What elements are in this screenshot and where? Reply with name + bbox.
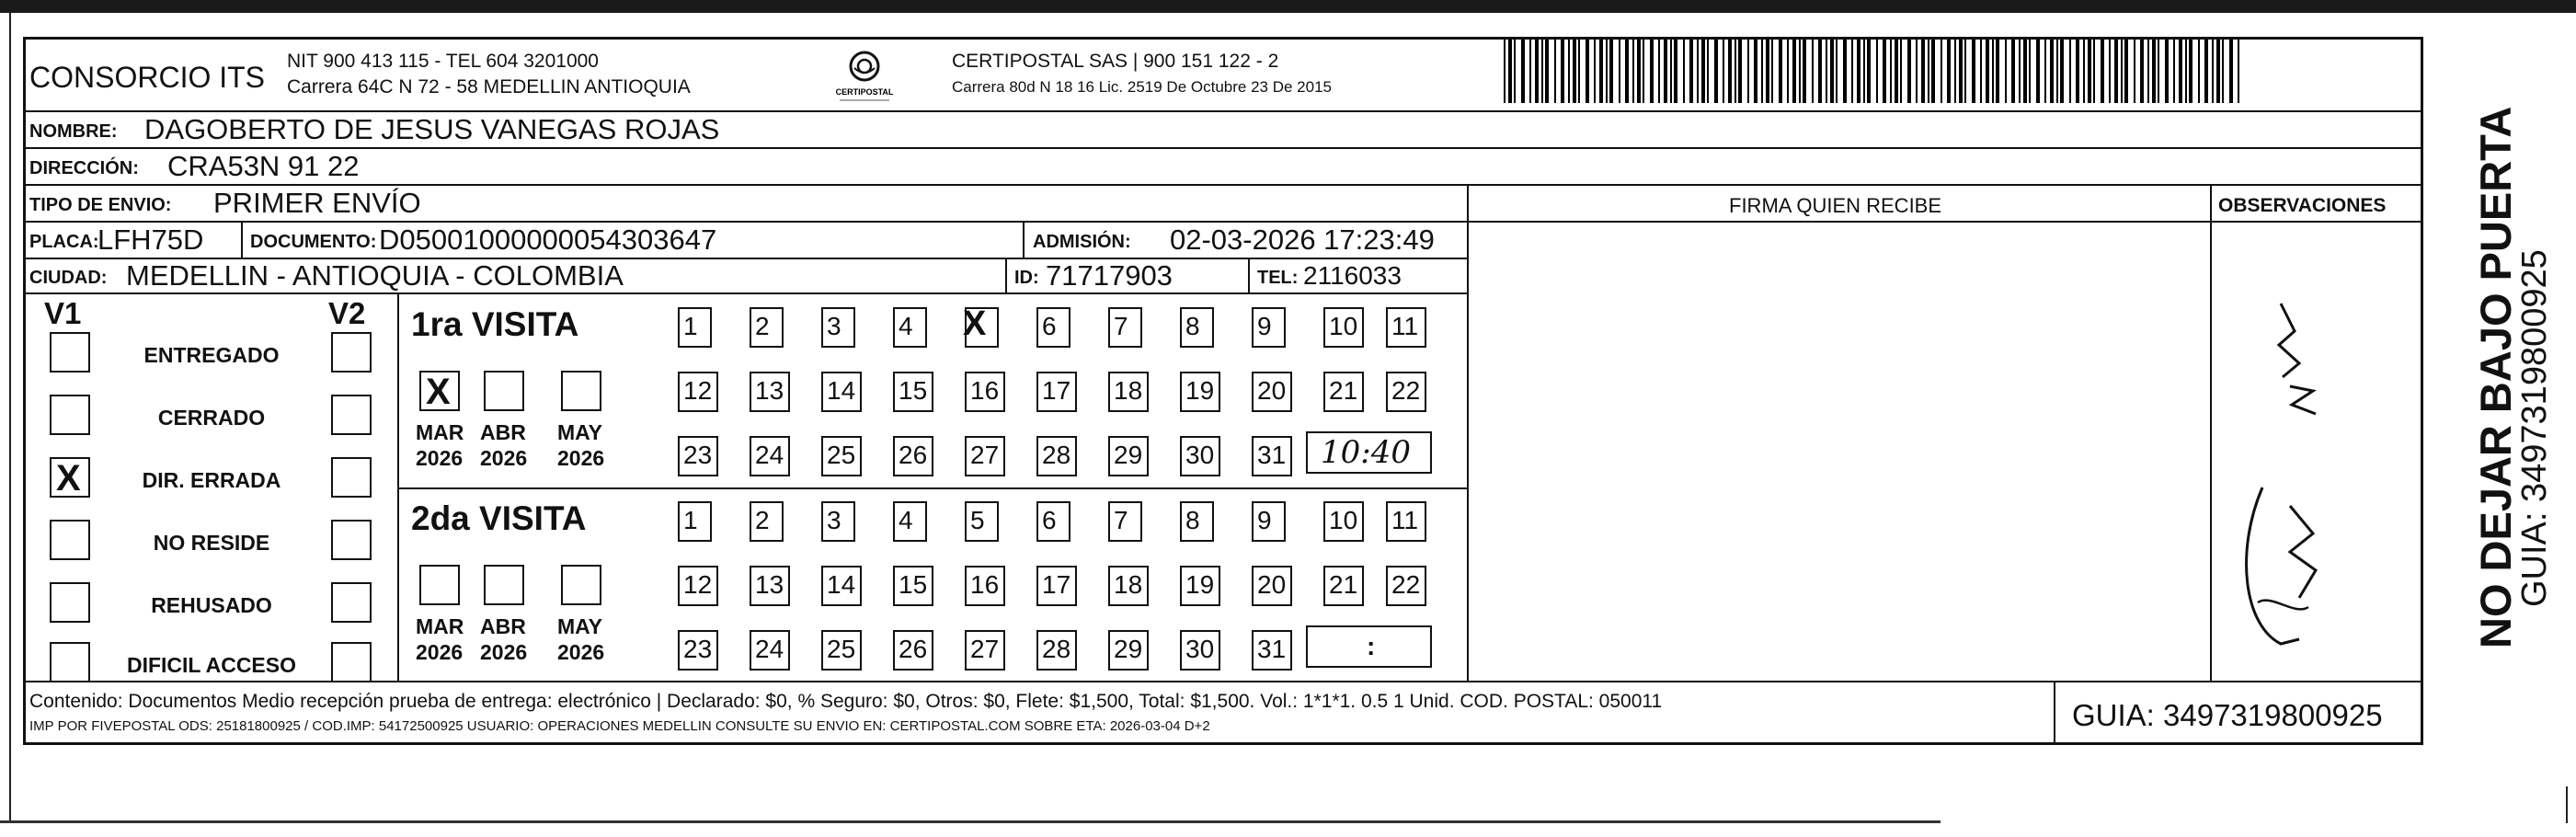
day-box[interactable]: [1180, 566, 1220, 606]
day-box[interactable]: [1386, 372, 1426, 412]
day-box[interactable]: [1386, 566, 1426, 606]
divider: [1248, 258, 1250, 292]
day-box[interactable]: [1108, 566, 1149, 606]
day-number: 4: [899, 312, 913, 340]
footer-divider: [23, 681, 2423, 682]
tel-label: TEL:: [1257, 268, 1299, 288]
day-box[interactable]: [1036, 436, 1077, 476]
day-box[interactable]: [678, 630, 718, 671]
month-label: MAY: [557, 420, 602, 444]
day-number: 28: [1042, 441, 1071, 469]
day-number: 28: [1042, 635, 1071, 663]
day-number: 25: [827, 441, 856, 469]
scan-left-edge: [9, 13, 11, 822]
day-box[interactable]: [750, 501, 784, 542]
placa-value: LFH75D: [97, 224, 204, 256]
divider: [241, 221, 243, 258]
day-box[interactable]: [750, 436, 790, 476]
day-number: 23: [683, 441, 713, 469]
id-value: 71717903: [1046, 259, 1173, 292]
day-box[interactable]: [821, 307, 855, 348]
day-number: 21: [1329, 376, 1358, 405]
day-box[interactable]: [1036, 501, 1070, 542]
day-number: 30: [1185, 441, 1215, 469]
day-box[interactable]: [678, 501, 712, 542]
scan-top-edge: [0, 0, 2576, 13]
divider: [23, 292, 1467, 294]
day-box[interactable]: [1252, 630, 1292, 671]
divider: [2054, 681, 2055, 745]
day-box[interactable]: [1036, 372, 1077, 412]
scan-right-mark: [2566, 786, 2568, 823]
divider: [23, 147, 2423, 149]
day-box[interactable]: [750, 307, 784, 348]
divider: [1023, 221, 1025, 258]
day-box[interactable]: [1323, 501, 1364, 542]
documento-label: DOCUMENTO:: [250, 232, 377, 252]
ciudad-value: MEDELLIN - ANTIOQUIA - COLOMBIA: [126, 259, 624, 292]
day-box[interactable]: [1180, 630, 1220, 671]
day-box[interactable]: [1108, 307, 1142, 348]
day-number: 11: [1391, 506, 1419, 534]
v2-checkbox[interactable]: [331, 520, 372, 560]
day-number: 1: [683, 312, 698, 340]
day-number: 7: [1114, 506, 1128, 534]
year-label: 2026: [557, 446, 605, 470]
day-box[interactable]: [750, 630, 790, 671]
company-name: CONSORCIO ITS: [29, 61, 266, 94]
day-box[interactable]: [1252, 307, 1286, 348]
day-number: 19: [1185, 376, 1215, 405]
day-box[interactable]: [965, 630, 1005, 671]
issuer-name: CERTIPOSTAL SAS | 900 151 122 - 2: [952, 51, 1279, 72]
day-box[interactable]: [1252, 436, 1292, 476]
day-number: 31: [1257, 635, 1287, 663]
day-number: 21: [1329, 570, 1358, 599]
tipo-envio-label: TIPO DE ENVIO:: [29, 195, 172, 215]
day-box[interactable]: [893, 372, 933, 412]
v2-checkbox[interactable]: [331, 642, 372, 682]
divider: [397, 292, 399, 681]
day-number: 16: [970, 376, 1000, 405]
day-number: 29: [1114, 441, 1143, 469]
day-number: 14: [827, 376, 856, 405]
side-guia: GUIA: 3497319800925: [2515, 249, 2554, 607]
second-visit-time-value: :: [1367, 632, 1376, 660]
month-label: ABR: [480, 614, 526, 638]
v2-header: V2: [328, 296, 366, 330]
day-box[interactable]: [1036, 307, 1070, 348]
month-label: MAY: [557, 614, 602, 638]
day-number: 24: [755, 441, 784, 469]
day-number: 6: [1042, 506, 1057, 534]
day-box[interactable]: [678, 566, 718, 606]
v1-checkbox[interactable]: [50, 582, 90, 623]
day-number: 20: [1257, 570, 1287, 599]
second-visit-time-box: [1306, 625, 1432, 668]
day-number: 22: [1391, 376, 1421, 405]
day-number: 26: [899, 441, 928, 469]
day-box[interactable]: [965, 436, 1005, 476]
divider: [23, 184, 2423, 186]
divider: [23, 221, 2423, 223]
year-label: 2026: [480, 446, 528, 470]
placa-label: PLACA:: [29, 232, 99, 252]
day-box[interactable]: [678, 372, 718, 412]
v2-checkbox[interactable]: [331, 332, 372, 373]
day-box[interactable]: [821, 501, 855, 542]
month-checkbox[interactable]: [561, 371, 601, 411]
year-label: 2026: [557, 640, 605, 664]
day-number: 24: [755, 635, 784, 663]
day-number: 5: [970, 506, 985, 534]
v1-header: V1: [44, 296, 82, 330]
day-box[interactable]: [893, 307, 927, 348]
divider: [2210, 184, 2212, 681]
company-nit: NIT 900 413 115 - TEL 604 3201000: [287, 51, 599, 72]
day-number: 13: [755, 376, 784, 405]
status-label: ENTREGADO: [143, 343, 280, 367]
day-box[interactable]: [1108, 372, 1149, 412]
day-number: 19: [1185, 570, 1215, 599]
day-box[interactable]: [1323, 372, 1364, 412]
month-checkbox[interactable]: [419, 371, 460, 411]
visit-divider: [397, 487, 1467, 489]
imp-text: IMP POR FIVEPOSTAL ODS: 25181800925 / COD.IMP: 54172500925 USUARIO: OPERACIONES MEDELLIN CONSULTE SU ENVIO EN: CERTIPOSTAL.COM SOBRE ETA: 2026-03-04 D+2: [29, 718, 1210, 734]
nombre-label: NOMBRE:: [29, 121, 118, 142]
day-number: 3: [827, 312, 841, 340]
status-label: NO RESIDE: [153, 531, 270, 555]
day-number: 20: [1257, 376, 1287, 405]
day-box[interactable]: [1386, 501, 1426, 542]
first-visit-time-value: 10:40: [1321, 434, 1411, 471]
tel-value: 2116033: [1303, 261, 1402, 290]
day-box[interactable]: [1252, 566, 1292, 606]
admision-value: 02-03-2026 17:23:49: [1170, 224, 1435, 256]
day-box[interactable]: [1180, 501, 1214, 542]
day-box[interactable]: [965, 566, 1005, 606]
month-label: MAR: [416, 614, 464, 638]
day-box[interactable]: [821, 372, 862, 412]
day-number: 18: [1114, 376, 1143, 405]
day-number: 1: [683, 506, 698, 534]
day-number: 26: [899, 635, 928, 663]
day-number: 12: [683, 376, 713, 405]
month-checkbox[interactable]: [484, 565, 524, 605]
day-box[interactable]: [893, 501, 927, 542]
day-box[interactable]: [1108, 436, 1149, 476]
day-number: 27: [970, 441, 1000, 469]
day-box[interactable]: [1180, 372, 1220, 412]
month-checkbox[interactable]: [561, 565, 601, 605]
day-box[interactable]: [750, 566, 790, 606]
day-box[interactable]: [1108, 501, 1142, 542]
year-label: 2026: [416, 640, 464, 664]
day-number: 8: [1185, 506, 1200, 534]
day-box[interactable]: [1108, 630, 1149, 671]
first-visit-title: 1ra VISITA: [411, 305, 579, 343]
check-mark: X: [56, 458, 81, 499]
status-label: DIFICIL ACCESO: [126, 653, 296, 677]
day-box[interactable]: [965, 501, 999, 542]
day-number: 13: [755, 570, 784, 599]
day-box[interactable]: [1323, 307, 1364, 348]
day-box[interactable]: [1252, 501, 1286, 542]
day-number: 10: [1329, 312, 1358, 340]
day-number: 10: [1329, 506, 1358, 534]
month-checkbox[interactable]: [419, 565, 460, 605]
day-number: 31: [1257, 441, 1287, 469]
day-box[interactable]: [1386, 307, 1426, 348]
divider: [1467, 184, 1469, 681]
day-number: 2: [755, 312, 770, 340]
v1-checkbox[interactable]: [50, 520, 90, 560]
day-number: 23: [683, 635, 713, 663]
day-number: 16: [970, 570, 1000, 599]
day-number: 9: [1257, 506, 1272, 534]
day-number: 15: [899, 376, 928, 405]
direccion-label: DIRECCIÓN:: [29, 158, 139, 178]
day-box[interactable]: [893, 630, 933, 671]
day-number: 22: [1391, 570, 1421, 599]
day-box[interactable]: [821, 630, 862, 671]
day-number: 15: [899, 570, 928, 599]
day-number: 14: [827, 570, 856, 599]
day-box[interactable]: [1252, 372, 1292, 412]
v2-checkbox[interactable]: [331, 582, 372, 623]
day-box[interactable]: [1036, 566, 1077, 606]
check-mark: X: [426, 372, 451, 412]
day-number: 2: [755, 506, 770, 534]
issuer-address: Carrera 80d N 18 16 Lic. 2519 De Octubre 23 De 2015: [952, 78, 1332, 96]
day-box[interactable]: [678, 436, 718, 476]
tipo-envio-value: PRIMER ENVÍO: [213, 187, 421, 219]
divider: [1005, 258, 1007, 292]
year-label: 2026: [416, 446, 464, 470]
v1-checkbox[interactable]: [50, 395, 90, 435]
day-number: 6: [1042, 312, 1057, 340]
year-label: 2026: [480, 640, 528, 664]
day-box[interactable]: [965, 372, 1005, 412]
check-mark: X: [963, 304, 987, 343]
nombre-value: DAGOBERTO DE JESUS VANEGAS ROJAS: [144, 113, 720, 145]
v2-checkbox[interactable]: [331, 457, 372, 498]
company-address: Carrera 64C N 72 - 58 MEDELLIN ANTIOQUIA: [287, 76, 691, 97]
day-number: 25: [827, 635, 856, 663]
status-label: REHUSADO: [151, 593, 272, 617]
day-number: 27: [970, 635, 1000, 663]
documento-value: D05001000000054303647: [379, 224, 717, 256]
v2-checkbox[interactable]: [331, 395, 372, 435]
day-box[interactable]: [893, 436, 933, 476]
divider: [23, 110, 2423, 112]
day-box[interactable]: [750, 372, 790, 412]
day-number: 17: [1042, 570, 1071, 599]
month-checkbox[interactable]: [484, 371, 524, 411]
day-number: 11: [1391, 312, 1419, 340]
day-number: 30: [1185, 635, 1215, 663]
day-box[interactable]: [1323, 566, 1364, 606]
month-label: ABR: [480, 420, 526, 444]
day-number: 8: [1185, 312, 1200, 340]
day-box[interactable]: [963, 304, 999, 348]
ciudad-label: CIUDAD:: [29, 268, 108, 288]
first-visit-time-box: [1306, 431, 1432, 474]
day-number: 9: [1257, 312, 1272, 340]
v1-checkbox[interactable]: [50, 457, 90, 498]
day-number: 7: [1114, 312, 1128, 340]
v1-checkbox[interactable]: [50, 642, 90, 682]
day-box[interactable]: [1180, 436, 1220, 476]
day-number: 17: [1042, 376, 1071, 405]
firma-header: FIRMA QUIEN RECIBE: [1729, 194, 1942, 217]
scan-bottom-edge: [0, 820, 1941, 823]
status-label: CERRADO: [157, 406, 266, 430]
id-label: ID:: [1014, 268, 1039, 288]
day-box[interactable]: [678, 307, 712, 348]
day-number: 29: [1114, 635, 1143, 663]
no-dejar-bajo-puerta: NO DEJAR BAJO PUERTA: [2471, 106, 2520, 648]
month-label: MAR: [416, 420, 464, 444]
day-number: 4: [899, 506, 913, 534]
admision-label: ADMISIÓN:: [1033, 232, 1131, 252]
v1-checkbox[interactable]: [50, 332, 90, 373]
day-number: 12: [683, 570, 713, 599]
day-number: 3: [827, 506, 841, 534]
direccion-value: CRA53N 91 22: [167, 150, 360, 182]
observaciones-signature: [2226, 276, 2364, 662]
second-visit-title: 2da VISITA: [411, 499, 587, 537]
day-box[interactable]: [893, 566, 933, 606]
day-box[interactable]: [1036, 630, 1077, 671]
day-box[interactable]: [1180, 307, 1214, 348]
day-box[interactable]: [821, 566, 862, 606]
status-label: DIR. ERRADA: [142, 468, 281, 492]
svg-text:CERTIPOSTAL: CERTIPOSTAL: [835, 87, 894, 97]
guia-footer: GUIA: 3497319800925: [2072, 698, 2383, 732]
day-number: 18: [1114, 570, 1143, 599]
day-box[interactable]: [821, 436, 862, 476]
contenido-text: Contenido: Documentos Medio recepción prueba de entrega: electrónico | Declarado: $0, % Seguro: $0, Otros: $0, Flete: $1,500, Total: $1,500. Vol.: 1*1*1. 0.5 1 Unid. COD. POSTAL: 050011: [29, 691, 1663, 712]
observaciones-header: OBSERVACIONES: [2218, 195, 2387, 216]
